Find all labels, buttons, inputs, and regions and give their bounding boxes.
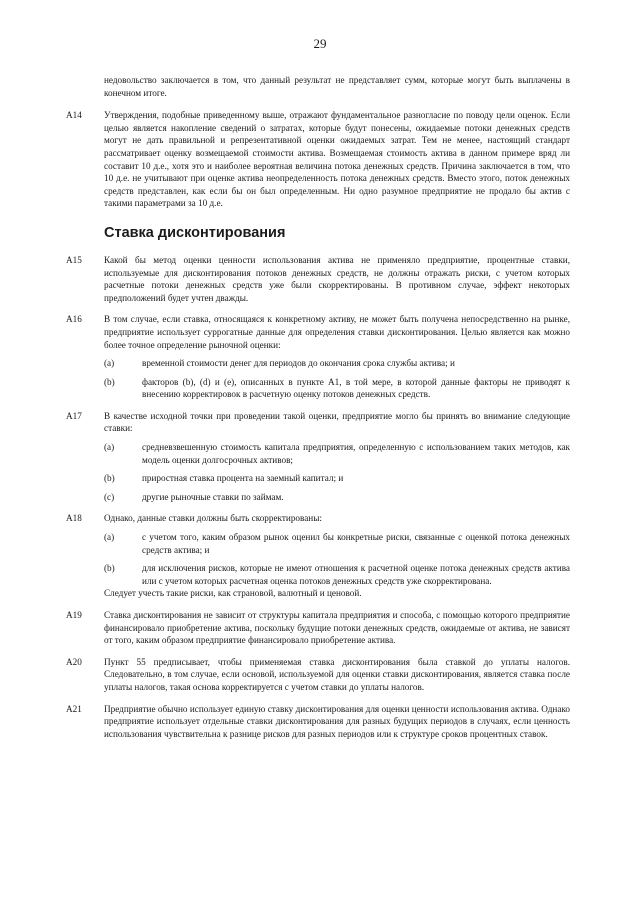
list-item-label: (a)	[104, 442, 115, 453]
list-item-text: для исключения рисков, которые не имеют отношения к расчетной оценке потока денежных средств актива или с учетом которых расчетная оценка потоков денежных средств уже скорректирована.	[142, 563, 570, 586]
paragraph-text: Пункт 55 предписывает, чтобы применяемая ставка дисконтирования была ставкой до уплаты налогов. Следовательно, в том случае, если основой, используемой для оценки ставки дисконтирования, является ставка после уплаты налогов, такая основа корректируется с учетом ставки до уплаты налогов.	[104, 656, 570, 692]
paragraph-text: Какой бы метод оценки ценности использования актива не применяло предприятие, процентные ставки, используемые для дисконтирования потоков денежных средств, не должны отражать риски, с учетом которых расчетные потоки денежных средств уже были скорректированы. В противном случае, эффект некоторых предположений будет учтен дважды.	[104, 254, 570, 303]
paragraph-text: Однако, данные ставки должны быть скорректированы:	[104, 513, 322, 524]
section-heading: Ставка дисконтирования	[104, 224, 286, 241]
paragraph-a16	[66, 313, 570, 401]
list-item-text: средневзвешенную стоимость капитала предприятия, определенную с использованием таких методов, как модель оценки долгосрочных активов;	[142, 442, 570, 465]
paragraph-a18	[66, 512, 570, 600]
paragraph-a15	[66, 254, 570, 304]
list-item-label: (a)	[104, 358, 115, 369]
paragraph-a19	[66, 609, 570, 647]
list-item	[104, 491, 570, 504]
paragraph-number: A15	[66, 254, 82, 265]
paragraph-a21	[66, 703, 570, 741]
list-item	[104, 562, 570, 587]
list-item-label: (b)	[104, 376, 115, 387]
list-item	[104, 531, 570, 556]
list-item-label: (a)	[104, 532, 115, 543]
list-item-text: факторов (b), (d) и (e), описанных в пункте A1, в той мере, в которой данные факторы не приводят к внесению корректировок в расчетную оценку потоков денежных средств.	[142, 376, 570, 400]
paragraph-number: A19	[66, 610, 82, 620]
list-item-text: временной стоимости денег для периодов до окончания срока службы актива; и	[142, 358, 455, 369]
list-item-label: (b)	[104, 473, 115, 484]
paragraph-text: Предприятие обычно использует единую ставку дисконтирования для оценки ценности использования актива. Однако предприятие использует отдельные ставки дисконтирования для разных будущих периодов в случаях, если ценность использования чувствительна к разнице рисков для разных периодов или к структуре сроков процентных ставок.	[104, 703, 570, 739]
list-item-label: (b)	[104, 563, 115, 574]
intro-paragraph: недовольство заключается в том, что данный результат не представляет сумм, которые могут быть выплачены в конечном итоге.	[104, 75, 570, 98]
list-item-text: с учетом того, каким образом рынок оценил бы конкретные риски, связанные с оценкой потока денежных средств актива; и	[142, 532, 570, 555]
page-content	[66, 74, 570, 749]
paragraph-text: В том случае, если ставка, относящаяся к конкретному активу, не может быть получена непосредственно на рынке, предприятие использует суррогатные данные для определения ставки дисконтирования. Целью является как можно более точное определение рыночной оценки:	[104, 314, 570, 350]
list-item	[104, 441, 570, 466]
paragraph-follow-text: Следует учесть такие риски, как страновой, валютный и ценовой.	[104, 588, 362, 599]
paragraph-number: A20	[66, 656, 82, 667]
paragraph-number: A14	[66, 110, 82, 121]
paragraph-a14	[66, 109, 570, 210]
paragraph-a17	[66, 410, 570, 504]
list-item	[104, 472, 570, 485]
list-item-text: приростная ставка процента на заемный капитал; и	[142, 473, 344, 484]
page-number: 29	[313, 36, 327, 51]
paragraph-text: Утверждения, подобные приведенному выше, отражают фундаментальное разногласие по поводу цели оценок. Если целью является накопление сведений о затратах, которые будут понесены, ожидаемые потоки денежных средств могут не дать правильной и репрезентативной оценки ожидаемых затрат. Тем не менее, настоящий стандарт рассматривает оценку возмещаемой стоимости актива. Возмещаемая стоимость актива в данном примере вряд ли составит 10 д.е., хотя это и наиболее вероятная величина потока денежных средств. Причина заключается в том, что 10 д.е. не учитывают при оценке актива неопределенность потока денежных средств. Вместо этого, поток денежных средств представлен, как если бы он был определенным. Ни одно разумное предприятие не продало бы актив с такими параметрами за 10 д.е.	[104, 110, 570, 209]
paragraph-text: Ставка дисконтирования не зависит от структуры капитала предприятия и способа, с помощью которого предприятие финансировало приобретение актива, поскольку будущие потоки денежных средств, ожидаемые от актива, не зависят от того, каким образом предприятие финансировало приобретение актива.	[104, 610, 570, 646]
paragraph-number: A16	[66, 314, 82, 325]
paragraph-a20	[66, 656, 570, 694]
list-item	[104, 376, 570, 401]
paragraph-text: В качестве исходной точки при проведении такой оценки, предприятие могло бы принять во внимание следующие ставки:	[104, 410, 570, 434]
paragraph-number: A17	[66, 410, 82, 421]
list-item-label: (c)	[104, 491, 115, 502]
list-item-text: другие рыночные ставки по займам.	[142, 491, 284, 502]
paragraph-number: A18	[66, 513, 82, 524]
list-item	[104, 357, 570, 370]
paragraph-number: A21	[66, 703, 82, 714]
